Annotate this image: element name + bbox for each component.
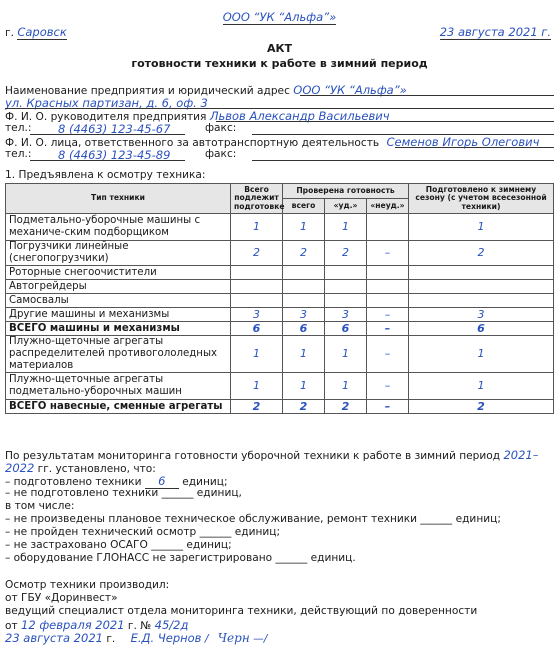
fax-line-1: факс:	[205, 122, 237, 134]
address-underline	[5, 97, 554, 109]
col-all: всего	[283, 199, 325, 214]
head-underline	[216, 110, 554, 122]
cell-bad: –	[367, 241, 409, 266]
table-row	[6, 400, 554, 414]
cell-bad: –	[367, 322, 409, 336]
cell-ok	[325, 266, 367, 280]
prepared-value: 6	[145, 474, 179, 489]
including-line: в том числе:	[5, 500, 75, 512]
act-date: 23 августа 2021 г.	[439, 25, 551, 39]
col-type: Тип техники	[6, 184, 231, 214]
resp-name-value: Семенов Игорь Олегович	[386, 135, 540, 149]
cell-total: 1	[231, 373, 283, 400]
cell-ok: 1	[325, 214, 367, 241]
cell-bad	[367, 294, 409, 308]
cell-ready: 2	[409, 241, 554, 266]
cell-ok: 2	[325, 241, 367, 266]
cell-ok	[325, 294, 367, 308]
fax2-underline	[252, 149, 554, 161]
table-row	[6, 373, 554, 400]
org-underline	[300, 84, 554, 96]
no-osago-line: – не застраховано ОСАГО ______ единиц;	[5, 539, 232, 551]
phone-line-2: тел.:	[5, 148, 32, 160]
cell-total	[231, 280, 283, 294]
from-org: от ГБУ «Доринвест»	[5, 592, 118, 604]
cell-all: 3	[283, 308, 325, 322]
cell-total: 2	[231, 241, 283, 266]
cell-bad: –	[367, 308, 409, 322]
signer-name: Е.Д. Чернов	[130, 631, 202, 645]
table-row	[6, 294, 554, 308]
address-field: ул. Красных партизан, д. 6, оф. 3	[5, 96, 208, 110]
col-ready: Подготовлено к зимнему сезону (с учетом всесезонной техники)	[409, 184, 554, 214]
fax1-underline	[252, 123, 554, 135]
resp-field: Ф. И. О. лица, ответственного за автотранспортную деятельность Семенов Игорь Олегович	[5, 135, 540, 149]
cell-ready: 2	[409, 400, 554, 414]
org-field: Наименование предприятия и юридический адрес ООО “УК “Альфа”»	[5, 83, 407, 97]
table-row	[6, 266, 554, 280]
col-total: Всего подлежит подготовке	[231, 184, 283, 214]
tech-table	[5, 183, 554, 414]
table-row	[6, 308, 554, 322]
cell-total: 1	[231, 214, 283, 241]
phone1-underline	[30, 123, 185, 135]
phone1-value: 8 (4463) 123-45-67	[58, 122, 171, 136]
cell-ok: 3	[325, 308, 367, 322]
cell-bad: –	[367, 400, 409, 414]
cell-bad	[367, 266, 409, 280]
cell-ok: 2	[325, 400, 367, 414]
row-name: Роторные снегоочистители	[6, 266, 231, 280]
fax-line-2: факс:	[205, 148, 237, 160]
table-row	[6, 336, 554, 373]
col-ok: «уд.»	[325, 199, 367, 214]
not-prepared-line: – не подготовлено техники ______ единиц,	[5, 487, 242, 499]
resp-underline	[395, 136, 554, 148]
cell-ok: 1	[325, 336, 367, 373]
table-row	[6, 241, 554, 266]
cell-ok	[325, 280, 367, 294]
row-name: ВСЕГО навесные, сменные агрегаты	[6, 400, 231, 414]
row-name: Другие машины и механизмы	[6, 308, 231, 322]
table-row	[6, 280, 554, 294]
cell-ok: 1	[325, 373, 367, 400]
cell-ready: 6	[409, 322, 554, 336]
cell-bad	[367, 214, 409, 241]
no-glonass-line: – оборудование ГЛОНАСС не зарегистрировано ______ единиц.	[5, 552, 356, 564]
row-name: ВСЕГО машины и механизмы	[6, 322, 231, 336]
cell-bad: –	[367, 336, 409, 373]
result-intro: По результатам мониторинга готовности уборочной техники к работе в зимний период 2021–	[5, 448, 539, 462]
cell-all: 2	[283, 241, 325, 266]
col-bad: «неуд.»	[367, 199, 409, 214]
page-subtitle: готовности техники к работе в зимний период	[131, 57, 428, 70]
phone-line-1: тел.:	[5, 122, 32, 134]
signature: Черн	[217, 631, 250, 645]
cell-ready	[409, 294, 554, 308]
prepared-line: – подготовлено техники 6 единиц;	[5, 474, 228, 488]
cell-total	[231, 266, 283, 280]
cell-total: 3	[231, 308, 283, 322]
phone2-underline	[30, 149, 185, 161]
row-name: Плужно-щеточные агрегаты подметально-уборочных машин	[6, 373, 231, 400]
cell-total: 1	[231, 336, 283, 373]
table-row	[6, 214, 554, 241]
cell-all: 6	[283, 322, 325, 336]
cell-total: 6	[231, 322, 283, 336]
row-name: Погрузчики линейные (снегопогрузчики)	[6, 241, 231, 266]
row-name: Плужно-щеточные агрегаты распределителей противогололедных материалов	[6, 336, 231, 373]
cell-all: 1	[283, 336, 325, 373]
cell-bad	[367, 280, 409, 294]
org-name-value: ООО “УК “Альфа”»	[293, 83, 407, 97]
section-1-title: 1. Предъявлена к осмотру техника:	[5, 169, 206, 181]
phone2-value: 8 (4463) 123-45-89	[58, 148, 171, 162]
cell-bad: –	[367, 373, 409, 400]
city-line: г. Саровск	[5, 25, 67, 39]
cell-all: 2	[283, 400, 325, 414]
cell-ready: 1	[409, 336, 554, 373]
cell-ready: 3	[409, 308, 554, 322]
head-name-value: Львов Александр Васильевич	[209, 109, 390, 123]
cell-ready: 1	[409, 373, 554, 400]
cell-all	[283, 294, 325, 308]
cell-ok: 6	[325, 322, 367, 336]
no-service-line: – не произведены плановое техническое обслуживание, ремонт техники ______ единиц;	[5, 513, 501, 525]
cell-all	[283, 266, 325, 280]
cell-all	[283, 280, 325, 294]
cell-ready: 1	[409, 214, 554, 241]
page-title: АКТ	[266, 42, 292, 55]
row-name: Подметально-уборочные машины с механиче-ским подборщиком	[6, 214, 231, 241]
table-row	[6, 322, 554, 336]
no-inspection-line: – не пройден технический осмотр ______ единиц;	[5, 526, 281, 538]
cell-total	[231, 294, 283, 308]
col-checked: Проверена готовность	[283, 184, 409, 199]
cell-ready	[409, 266, 554, 280]
result-period: 2022 гг. установлено, что:	[5, 461, 156, 475]
cell-total: 2	[231, 400, 283, 414]
inspector-position: ведущий специалист отдела мониторинга техники, действующий по доверенности	[5, 605, 478, 617]
row-name: Самосвалы	[6, 294, 231, 308]
cell-all: 1	[283, 373, 325, 400]
org-top: ООО “УК “Альфа”»	[222, 10, 337, 24]
signature-line: 23 августа 2021 г. Е.Д. Чернов / Черн —/	[5, 631, 268, 645]
city: Саровск	[17, 25, 67, 39]
head-field: Ф. И. О. руководителя предприятия Львов Александр Васильевич	[5, 109, 390, 123]
row-name: Автогрейдеры	[6, 280, 231, 294]
cell-ready	[409, 280, 554, 294]
cell-all: 1	[283, 214, 325, 241]
poa-line: от 12 февраля 2021 г. № 45/2д	[5, 618, 189, 632]
inspected-by: Осмотр техники производил:	[5, 579, 170, 591]
